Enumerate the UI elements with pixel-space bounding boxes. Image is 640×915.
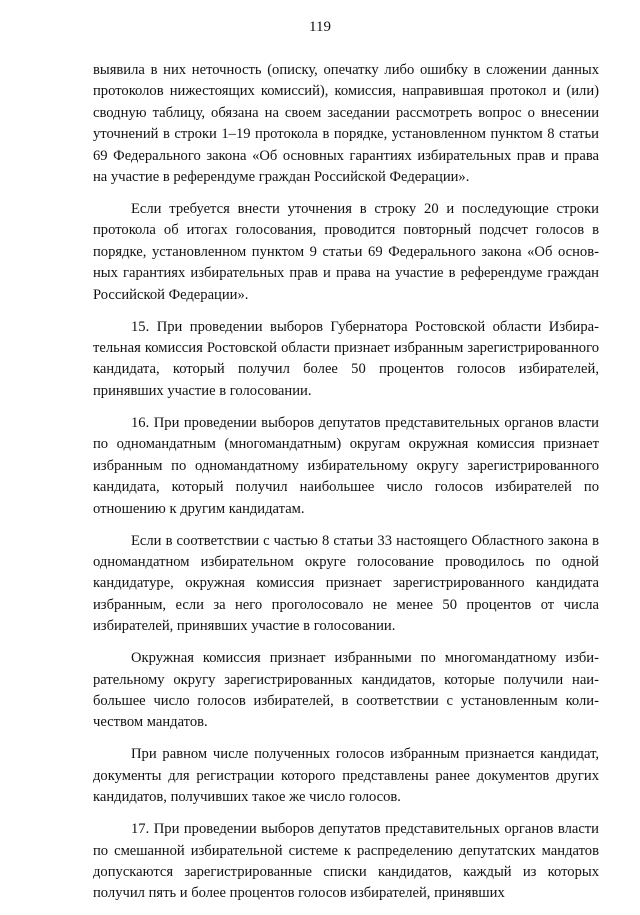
paragraph-continuation: выявила в них неточность (описку, опечатку либо ошибку в сложении данных протоколов нижестоящих комиссий), комиссия, направившая протокол и (или) сводную таблицу, обязана на своем заседании рассмотреть вопрос о внесении уточнений в строки 1–19 протокола в порядке, установленном пунктом 8 статьи 69 Федерального закона «Об основных гарантиях избирательных прав и права на участие в референдуме граждан Российской Федерации». xyxy=(93,62,599,186)
document-body xyxy=(93,60,599,915)
paragraph: При равном числе полученных голосов избранным признается кандидат, документы для регистрации которого представлены ранее документов других кандидатов, получивших такое же число голосов. xyxy=(93,746,599,806)
paragraph-item-17: 17. При проведении выборов депутатов представительных органов власти по смешанной избирательной системе к распределению депутатских мандатов допускаются зарегистрированные списки кандидатов, каждый из которых получил пять и более процентов голосов избирателей, принявших xyxy=(93,821,599,902)
paragraph: Если требуется внести уточнения в строку 20 и последующие строки протокола об итогах голосования, проводится повторный подсчет голосов в порядке, установленном пунктом 9 статьи 69 Федерального закона «Об основных гарантиях избирательных прав и права на участие в референдуме граждан Российской Федерации». xyxy=(93,201,599,303)
page-number: 119 xyxy=(309,19,331,35)
paragraph-item-15: 15. При проведении выборов Губернатора Ростовской области Избирательная комиссия Ростовской области признает избранным зарегистрированного кандидата, который получил более 50 процентов голосов избирателей, принявших участие в голосовании. xyxy=(93,318,599,399)
paragraph: Окружная комиссия признает избранными по многомандатному избирательному округу зарегистрированных кандидатов, которые получили наибольшее число голосов избирателей, в соответствии с установленным количеством мандатов. xyxy=(93,650,599,731)
paragraph-item-16: 16. При проведении выборов депутатов представительных органов власти по одномандатным (многомандатным) округам окружная комиссия признает избранным по одномандатному избирательному округу зарегистрированного кандидата, который получил наибольшее число голосов избирателей по отношению к другим кандидатам. xyxy=(93,414,599,517)
paragraph: Если в соответствии с частью 8 статьи 33 настоящего Областного закона в одномандатном избирательном округе голосование проводилось по одной кандидатуре, окружная комиссия признает зарегистрированного кандидата избранным, если за него проголосовало не менее 50 процентов от числа избирателей, принявших участие в голосовании. xyxy=(93,532,599,635)
